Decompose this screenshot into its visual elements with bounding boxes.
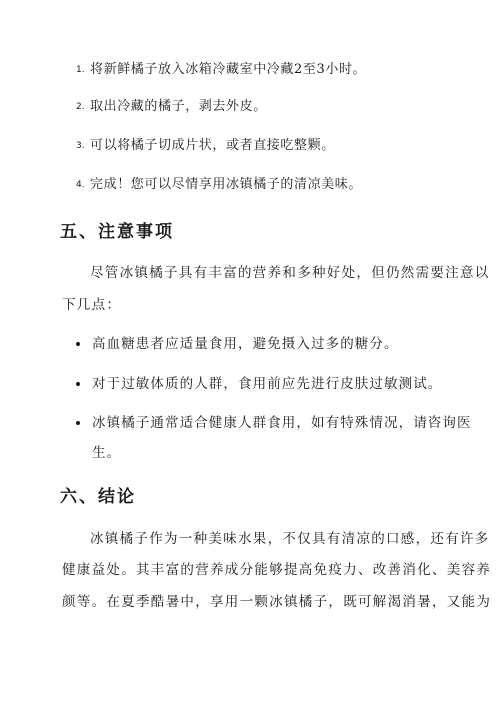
step-text: 可以将橘子切成片状，或者直接吃整颗。 <box>90 138 335 153</box>
paragraph-line: 下几点： <box>62 297 122 313</box>
step-item-1 <box>76 61 366 79</box>
paragraph-line: 尽管冰镇橘子具有丰富的营养和多种好处，但仍然需要注意以 <box>90 265 490 281</box>
bullet-dot <box>76 421 80 425</box>
section-heading-conclusion: 六、结论 <box>60 487 136 507</box>
bullet-item-text: 高血糖患者应适量食用，避免摄入过多的糖分。 <box>92 336 399 352</box>
step-text: 将新鲜橘子放入冰箱冷藏室中冷藏2至3小时。 <box>90 62 367 77</box>
paragraph-line: 冰镇橘子作为一种美味水果，不仅具有清凉的口感，还有许多 <box>90 531 490 547</box>
paragraph-line: 颜等。在夏季酷暑中，享用一颗冰镇橘子，既可解渴消暑，又能为 <box>62 594 492 610</box>
step-item-4 <box>76 176 362 194</box>
step-text: 完成！您可以尽情享用冰镇橘子的清凉美味。 <box>90 177 363 192</box>
step-text: 取出冷藏的橘子，剥去外皮。 <box>90 99 267 114</box>
bullet-item-text: 生。 <box>92 445 122 461</box>
step-number: 4. <box>76 180 85 190</box>
bullet-item-text: 对于过敏体质的人群，食用前应先进行皮肤过敏测试。 <box>92 376 443 392</box>
paragraph-line: 健康益处。其丰富的营养成分能够提高免疫力、改善消化、美容养 <box>62 562 492 578</box>
step-item-2 <box>76 98 267 116</box>
bullet-dot <box>76 342 80 346</box>
step-number: 3. <box>76 141 85 151</box>
bullet-item-text: 冰镇橘子通常适合健康人群食用，如有特殊情况，请咨询医 <box>92 415 472 431</box>
section-heading-precautions: 五、注意事项 <box>60 222 174 242</box>
step-number: 1. <box>76 65 85 75</box>
step-number: 2. <box>76 102 85 112</box>
bullet-dot <box>76 382 80 386</box>
step-item-3 <box>76 137 335 155</box>
